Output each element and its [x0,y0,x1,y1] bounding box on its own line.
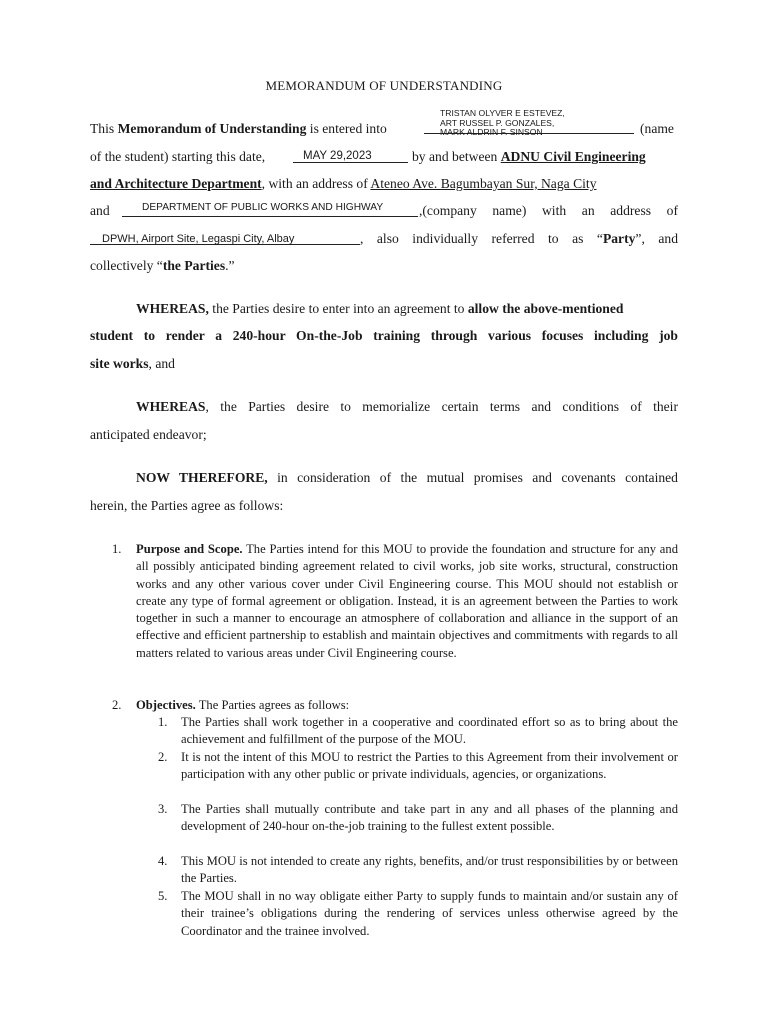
company-underline [122,216,418,217]
date-field: MAY 29,2023 [303,150,372,162]
therefore-line-2: herein, the Parties agree as follows: [90,498,284,513]
intro-line-6: collectively “the Parties.” [90,258,235,273]
department-address: Ateneo Ave. Bagumbayan Sur, Naga City [370,176,597,191]
intro-line-5-tail: , also individually referred to as “Party”, and [360,231,678,246]
therefore-line-1: NOW THEREFORE, in consideration of the mutual promises and covenants contained [136,470,678,485]
sub-list-item: 1. The Parties shall work together in a cooperative and coordinated effort so as to bring about the achievement and fulfillment of the purpose of the MOU. [158,715,678,747]
company-name-field: DEPARTMENT OF PUBLIC WORKS AND HIGHWAY [142,202,384,213]
whereas-2-line-2: anticipated endeavor; [90,427,207,442]
sub-list-item: 3. The Parties shall mutually contribute and take part in any and all phases of the planning and development of 240-hour on-the-job training to the fullest extent possible. [158,802,678,834]
sub-list-item: 5. The MOU shall in no way obligate either Party to supply funds to maintain and/or sustain any of their trainee’s obligations during the rendering of services unless otherwise agreed by the Coordinator and the trainee involved. [158,889,678,938]
intro-line-1: This Memorandum of Understanding is entered into [90,121,387,136]
date-underline [293,162,408,163]
name-label: (name [640,121,674,136]
whereas-1-line-1: WHEREAS, the Parties desire to enter into an agreement to allow the above-mentioned [136,301,624,316]
the-parties-term: the Parties [162,258,226,273]
whereas-1-line-2: student to render a 240-hour On-the-Job training through various focuses including job [90,328,678,343]
intro-line-4-tail: ,(company name) with an address of [419,203,678,218]
list-item: 2. Objectives. The Parties agrees as follows: [112,698,350,712]
mou-term: Memorandum of Understanding [117,121,307,136]
department-name-1: ADNU Civil Engineering [500,149,646,164]
list-item: 1. Purpose and Scope. The Parties intend for this MOU to provide the foundation and structure for any and all possibly anticipated binding agreement related to civil works, job site works, structural, construction works and any other various cover under Civil Engineering course. This MOU should not establish or create any type of formal agreement or obligation. Instead, it is an agreement between the Parties to work together in such a manner to encourage an atmosphere of collaboration and alliance in the support of an effective and efficient partnership to establish and maintain objectives and commitments with regards to all matters related to various areas under Civil Engineering course. [112,542,678,660]
intro-line-2-tail: by and between ADNU Civil Engineering [412,149,646,164]
item-heading: Purpose and Scope. [136,542,243,556]
whereas-2-line-1: WHEREAS, the Parties desire to memorialize certain terms and conditions of their [136,399,678,414]
intro-line-2: of the student) starting this date, [90,149,266,164]
item-heading: Objectives. [136,698,196,712]
department-name-2: and Architecture Department [90,176,262,191]
document-title: MEMORANDUM OF UNDERSTANDING [265,78,503,93]
sub-list-item: 2. It is not the intent of this MOU to restrict the Parties to this Agreement from their involvement or participation with any other public or private individuals, agencies, or organizations. [158,750,678,782]
student-names-field: TRISTAN OLYVER E ESTEVEZ, ART RUSSEL P. GONZALES, MARK ALDRIN F. SINSON [440,108,565,137]
sub-list-item: 4. This MOU is not intended to create any rights, benefits, and/or trust responsibilities by or between the Parties. [158,854,678,886]
party-term: Party [602,231,636,246]
company-address-field: DPWH, Airport Site, Legaspi City, Albay [102,233,295,245]
whereas-1-line-3: site works, and [90,356,175,371]
intro-line-3: and Architecture Department, with an address of Ateneo Ave. Bagumbayan Sur, Naga City [90,176,597,191]
intro-line-4: and [90,203,110,218]
